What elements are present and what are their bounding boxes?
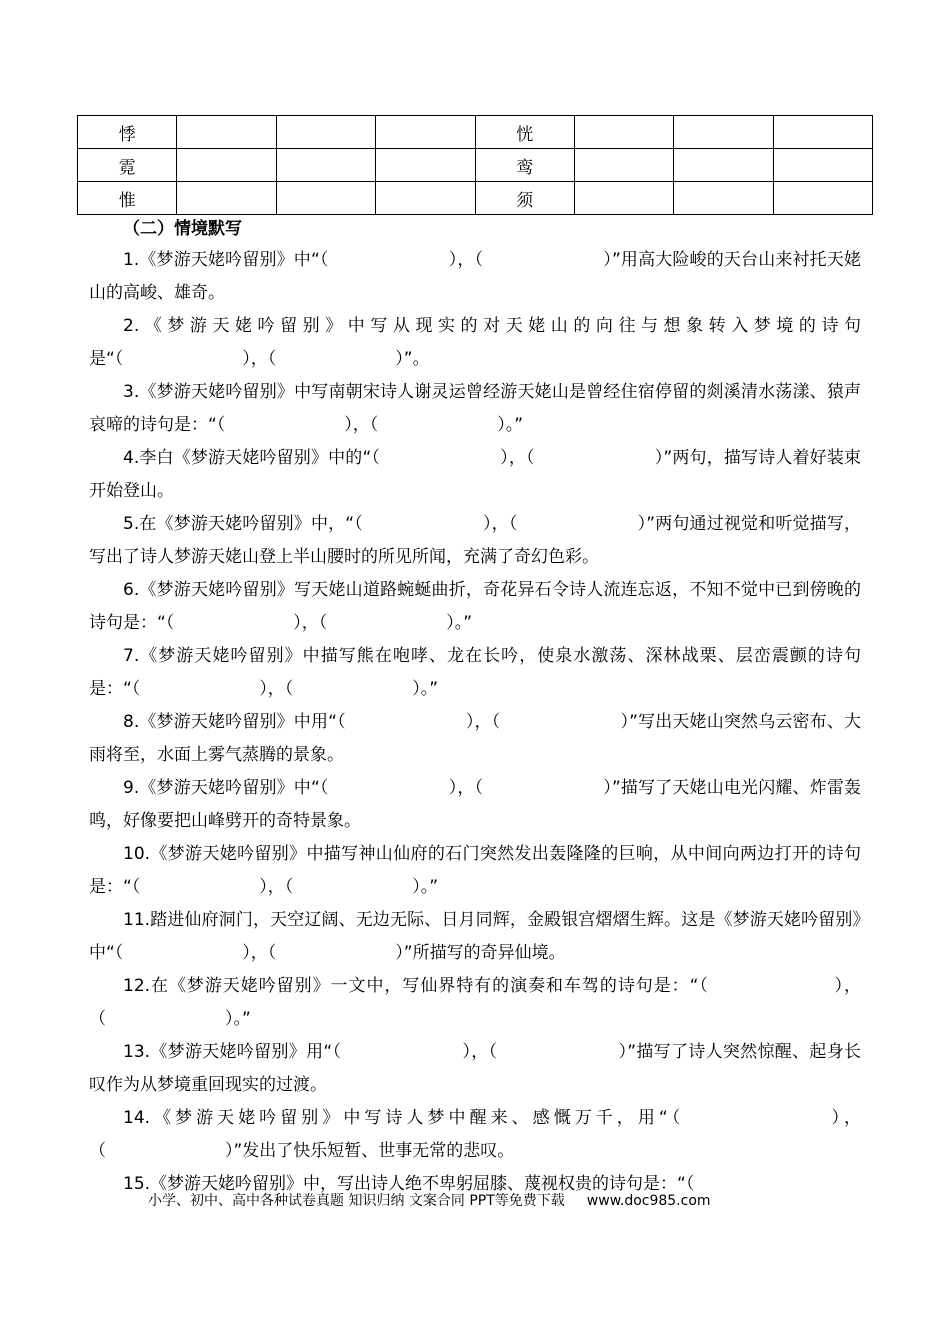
table-row	[78, 149, 873, 182]
question-item: 7.《梦游天姥吟留别》中描写熊在咆哮、龙在长吟，使泉水激荡、深林战栗、层峦震颤的诗句是：“（ ），（ ）。”	[89, 646, 861, 699]
question-item: 8.《梦游天姥吟留别》中用“（ ），（ ）”写出天姥山突然乌云密布、大雨将至，水面上雾气蒸腾的景象。	[89, 712, 861, 765]
blank-cell	[276, 149, 375, 182]
character-table-body	[78, 116, 873, 215]
question-item: 11.踏进仙府洞门，天空辽阔、无边无际、日月同辉，金殿银宫熠熠生辉。这是《梦游天姥吟留别》中“（ ），（ ）”所描写的奇异仙境。	[89, 910, 861, 963]
question-item: 10.《梦游天姥吟留别》中描写神山仙府的石门突然发出轰隆隆的巨响，从中间向两边打开的诗句是：“（ ），（ ）。”	[89, 844, 861, 897]
blank-cell	[177, 182, 276, 215]
footer-link[interactable]: www.doc985.com	[586, 1193, 711, 1209]
question-item: 4.李白《梦游天姥吟留别》中的“（ ），（ ）”两句，描写诗人着好装束开始登山。	[89, 448, 861, 501]
table-row	[78, 116, 873, 149]
char-cell: 惟	[78, 182, 177, 215]
question-item: 15.《梦游天姥吟留别》中，写出诗人绝不卑躬屈膝、蔑视权贵的诗句是：“（	[123, 1174, 695, 1194]
char-cell: 须	[475, 182, 574, 215]
question-item: 6.《梦游天姥吟留别》写天姥山道路蜿蜒曲折，奇花异石令诗人流连忘返，不知不觉中已到傍晚的诗句是：“（ ），（ ）。”	[89, 580, 861, 633]
blank-cell	[574, 182, 673, 215]
blank-cell	[773, 149, 872, 182]
question-item: 13.《梦游天姥吟留别》用“（ ），（ ）”描写了诗人突然惊醒、起身长叹作为从梦境重回现实的过渡。	[89, 1042, 861, 1095]
question-item: 14.《梦游天姥吟留别》中写诗人梦中醒来、感慨万千，用“（ ），（ ）”发出了快乐短暂、世事无常的悲叹。	[89, 1108, 861, 1161]
blank-cell	[773, 116, 872, 149]
question-item: 12.在《梦游天姥吟留别》一文中，写仙界特有的演奏和车驾的诗句是：“（ ），（ ）。”	[89, 976, 861, 1029]
blank-cell	[574, 149, 673, 182]
char-cell: 悸	[78, 116, 177, 149]
blank-cell	[177, 116, 276, 149]
question-item: 3.《梦游天姥吟留别》中写南朝宋诗人谢灵运曾经游天姥山是曾经住宿停留的剡溪清水荡漾、猿声哀啼的诗句是：“（ ），（ ）。”	[89, 382, 861, 435]
blank-cell	[574, 116, 673, 149]
section-heading: （二）情境默写	[123, 219, 242, 239]
char-cell: 恍	[475, 116, 574, 149]
character-table	[77, 115, 873, 215]
blank-cell	[276, 182, 375, 215]
table-row	[78, 182, 873, 215]
blank-cell	[376, 182, 475, 215]
blank-cell	[773, 182, 872, 215]
dictation-section	[89, 215, 861, 1201]
char-cell: 霓	[78, 149, 177, 182]
blank-cell	[674, 182, 773, 215]
char-cell: 鸾	[475, 149, 574, 182]
blank-cell	[276, 116, 375, 149]
blank-cell	[376, 149, 475, 182]
blank-cell	[674, 149, 773, 182]
blank-cell	[177, 149, 276, 182]
question-item: 9.《梦游天姥吟留别》中“（ ），（ ）”描写了天姥山电光闪耀、炸雷轰鸣，好像要把山峰劈开的奇特景象。	[89, 778, 861, 831]
question-item: 2.《梦游天姥吟留别》中写从现实的对天姥山的向往与想象转入梦境的诗句是“（ ），（ ）”。	[89, 316, 861, 369]
question-item: 5.在《梦游天姥吟留别》中，“（ ），（ ）”两句通过视觉和听觉描写，写出了诗人梦游天姥山登上半山腰时的所见所闻，充满了奇幻色彩。	[89, 514, 861, 567]
blank-cell	[376, 116, 475, 149]
blank-cell	[674, 116, 773, 149]
footer-text: 小学、初中、高中各种试卷真题 知识归纳 文案合同 PPT等免费下载	[148, 1193, 565, 1209]
page-footer	[148, 1189, 848, 1213]
question-item: 1.《梦游天姥吟留别》中“（ ），（ ）”用高大险峻的天台山来衬托天姥山的高峻、雄奇。	[89, 250, 861, 303]
